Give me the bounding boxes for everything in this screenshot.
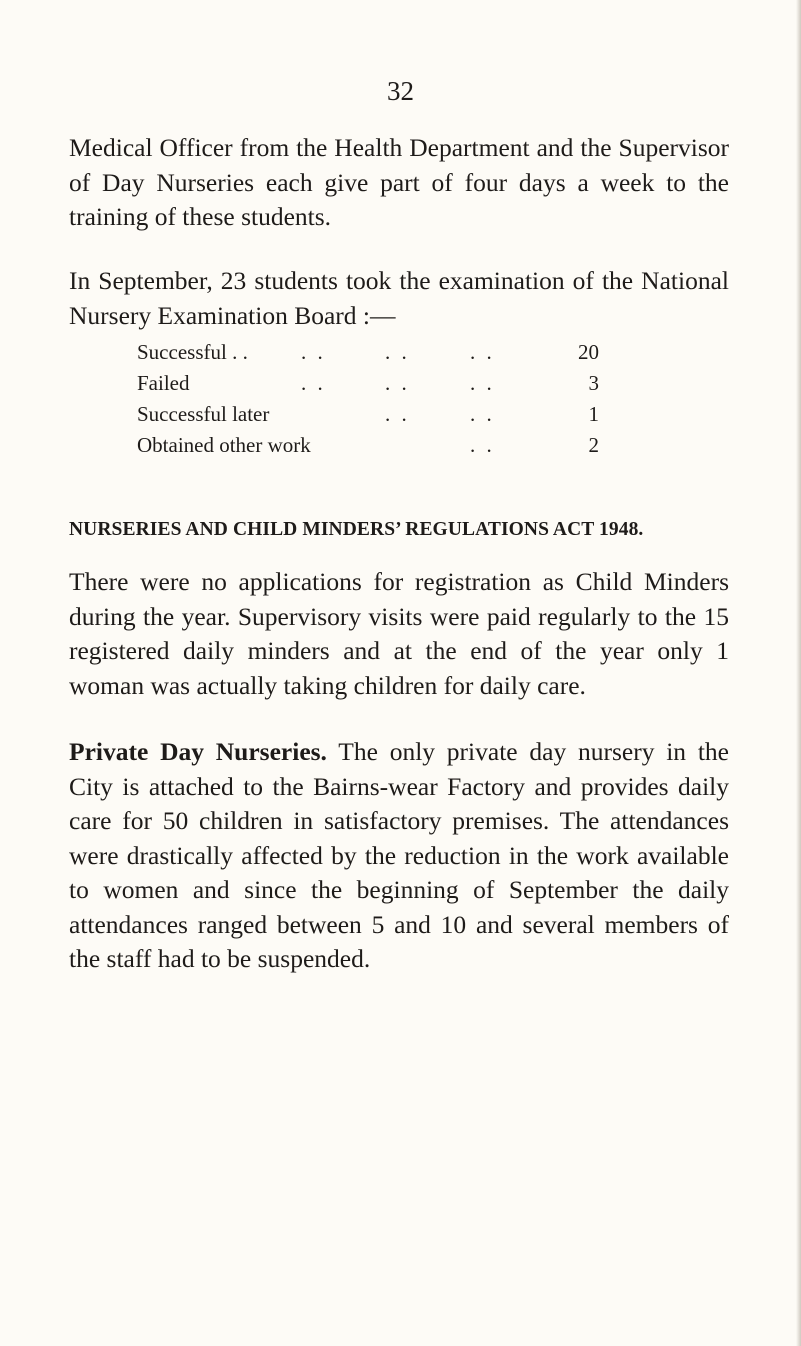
result-label: Successful later xyxy=(137,402,270,426)
examination-results-table xyxy=(137,340,599,464)
leader-dots: . . xyxy=(385,340,410,364)
result-label: Successful . . xyxy=(137,340,248,364)
section-heading: NURSERIES AND CHILD MINDERS’ REGULATIONS ACT 1948. xyxy=(69,519,644,540)
page-edge-shadow xyxy=(796,0,801,1346)
result-row-failed xyxy=(137,371,599,402)
paragraph-examination: In September, 23 students took the examination of the National Nursery Examination Board :— xyxy=(69,266,729,330)
leader-dots: . . xyxy=(385,402,410,426)
paragraph-training: Medical Officer from the Health Department and the Supervisor of Day Nurseries each give part of four days a week to the training of these students. xyxy=(69,133,729,231)
leader-dots: . . xyxy=(470,371,495,395)
leader-dots: . . xyxy=(470,433,495,457)
result-value: 20 xyxy=(578,340,599,364)
leader-dots: . . xyxy=(470,402,495,426)
result-label: Failed xyxy=(137,371,190,395)
result-value: 1 xyxy=(588,402,599,426)
leader-dots: . . xyxy=(470,340,495,364)
result-value: 2 xyxy=(588,433,599,457)
result-value: 3 xyxy=(588,371,599,395)
result-row-successful xyxy=(137,340,599,371)
result-row-successful-later xyxy=(137,402,599,433)
run-in-title: Private Day Nurseries. xyxy=(69,737,327,766)
paragraph-body: The only private day nursery in the City is attached to the Bairns-wear Factory and provides daily care for 50 children in satisfactory premises. The attendances were drastically affected by the reduction in the work available to women and since the beginning of September the daily attendances ranged between 5 and 10 and several members of the staff had to be suspended. xyxy=(69,737,729,973)
leader-dots: . . xyxy=(301,340,326,364)
paragraph-child-minders: There were no applications for registration as Child Minders during the year. Supervisory visits were paid regularly to the 15 registered daily minders and at the end of the year only 1 woman was actually taking children for daily care. xyxy=(69,567,729,700)
leader-dots: . . xyxy=(301,371,326,395)
page-number: 32 xyxy=(387,76,414,106)
leader-dots: . . xyxy=(385,371,410,395)
paragraph-private-nurseries xyxy=(69,735,729,977)
result-label: Obtained other work xyxy=(137,433,311,457)
result-row-other-work xyxy=(137,433,599,464)
